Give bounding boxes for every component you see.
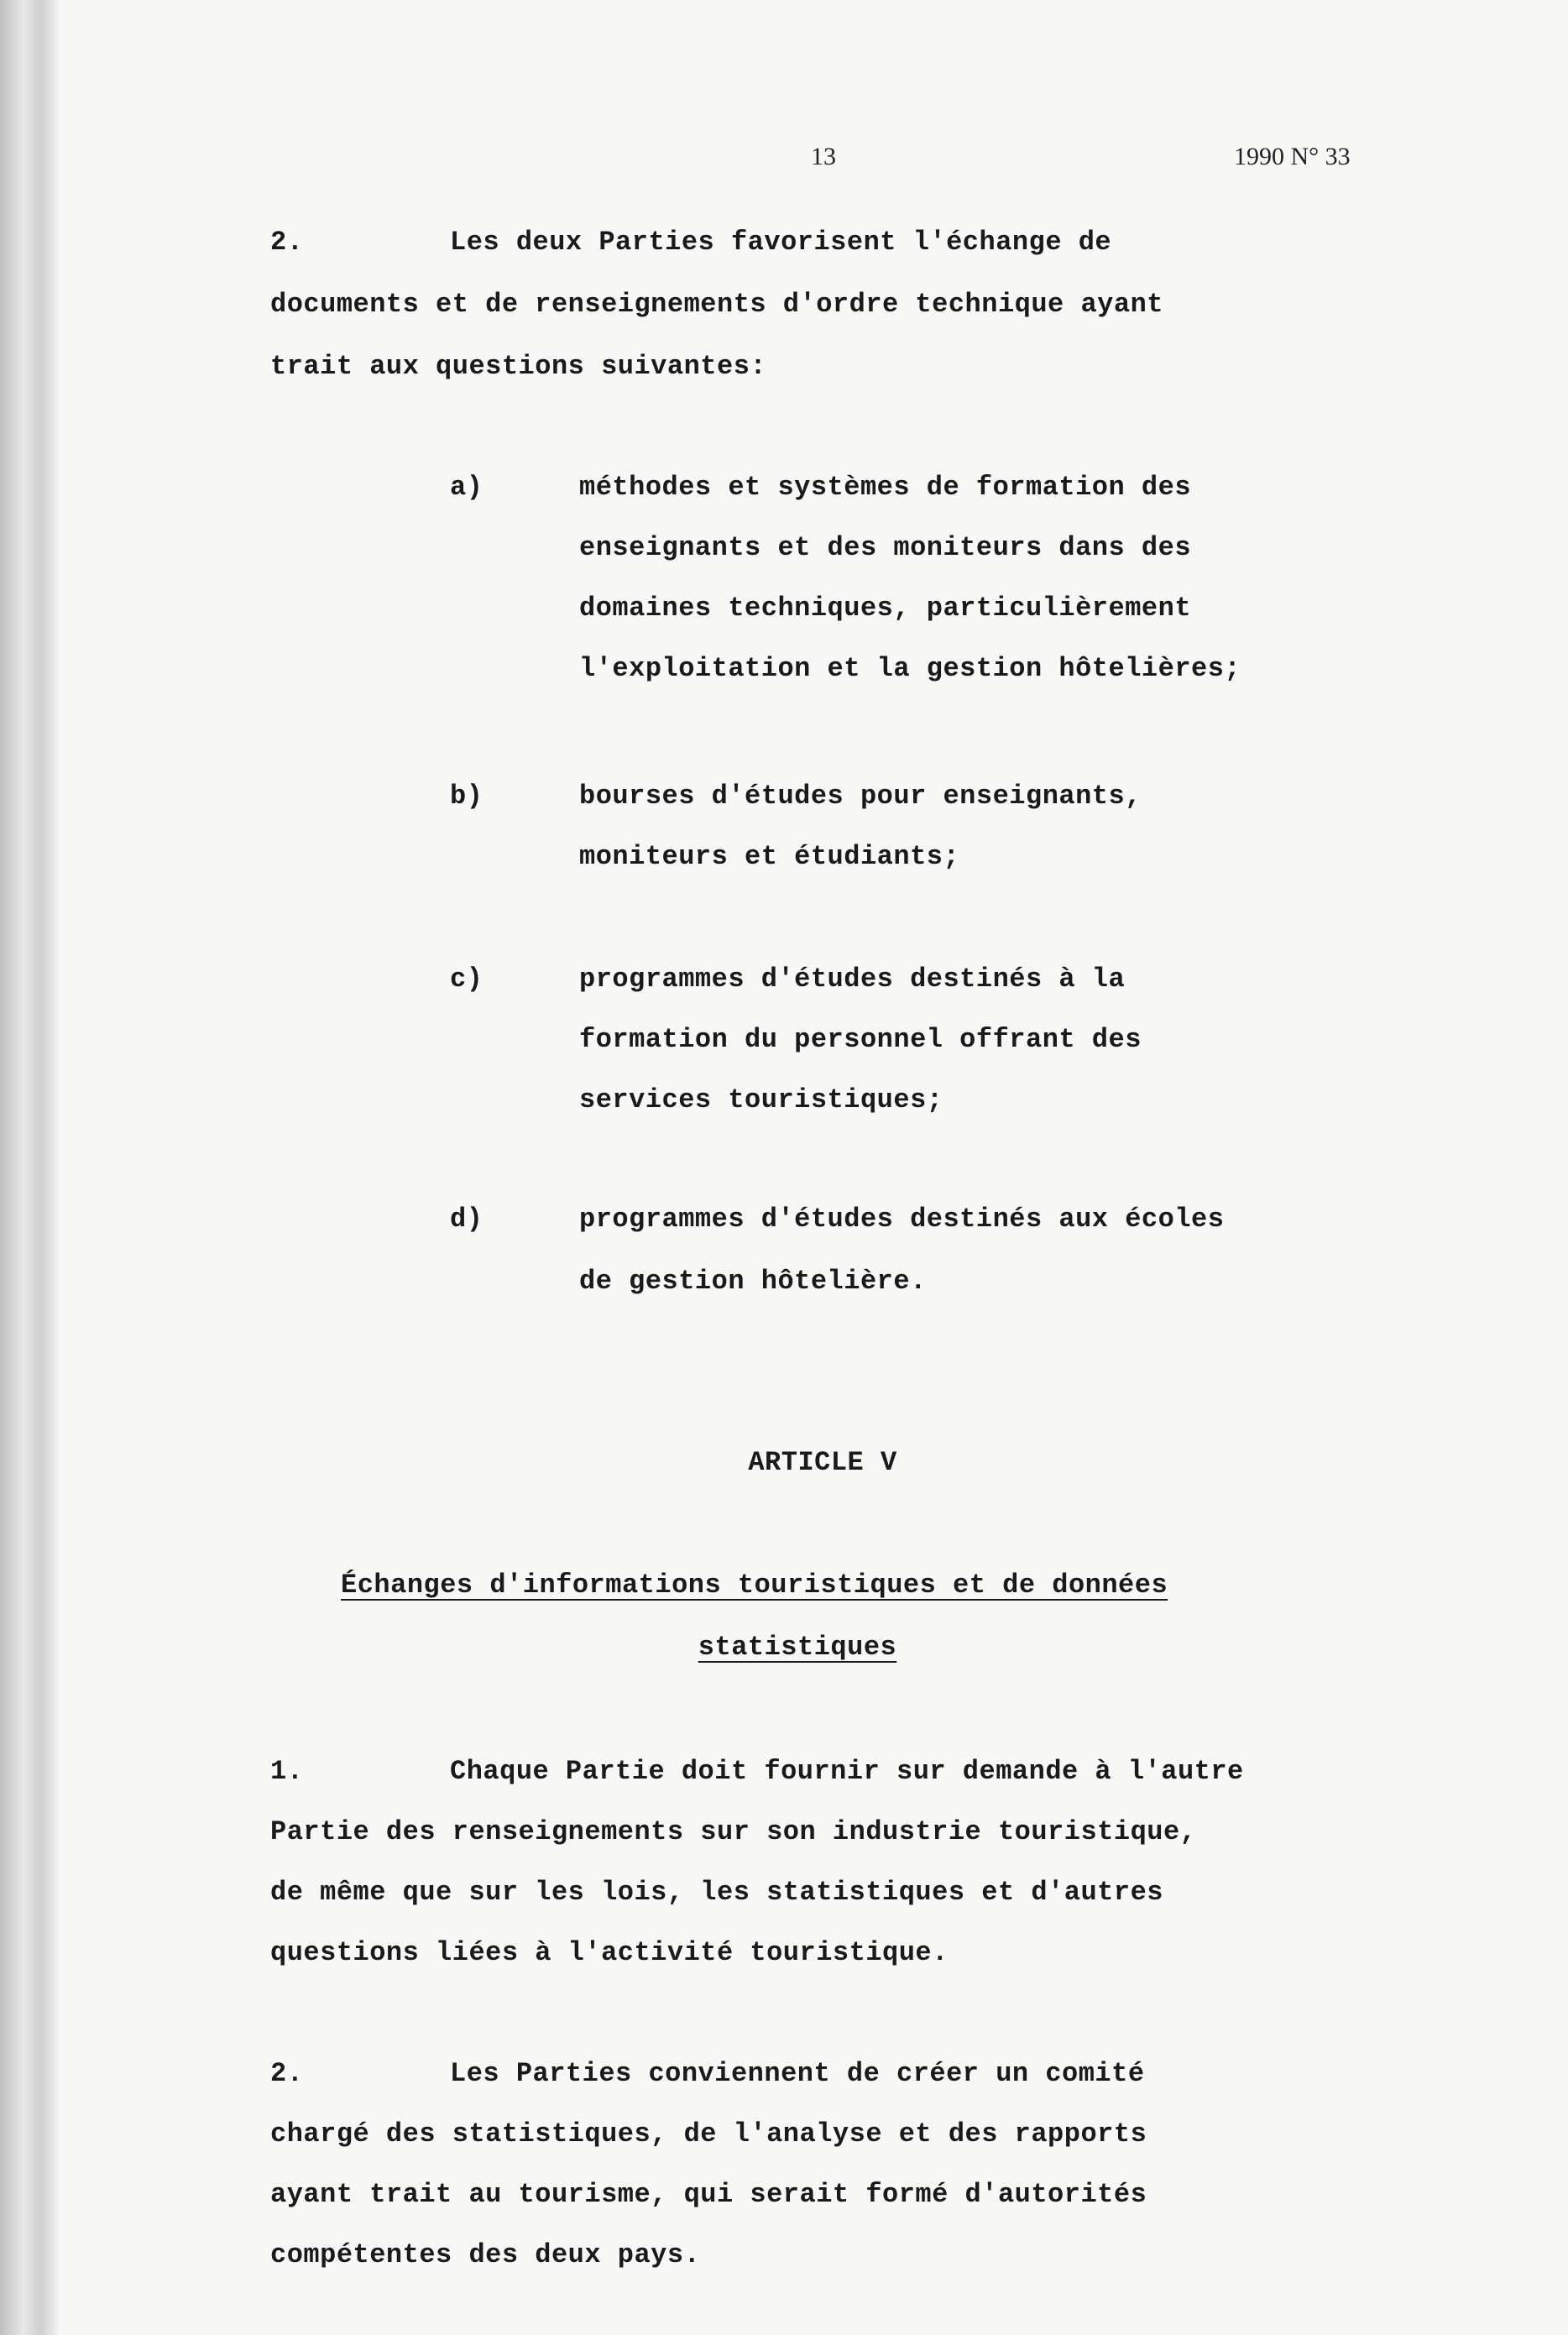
list-item-line: enseignants et des moniteurs dans des	[579, 532, 1192, 563]
paragraph-number: 1.	[270, 1756, 304, 1787]
paragraph-line: compétentes des deux pays.	[270, 2239, 701, 2270]
paragraph-line: chargé des statistiques, de l'analyse et des rapports	[270, 2118, 1147, 2150]
article-heading: ARTICLE V	[748, 1447, 897, 1478]
paragraph-line: Chaque Partie doit fournir sur demande à l'autre	[450, 1756, 1244, 1787]
section-line: Les deux Parties favorisent l'échange de	[450, 227, 1112, 258]
document-reference: 1990 N° 33	[1234, 143, 1351, 170]
list-item-line: programmes d'études destinés à la	[579, 964, 1126, 995]
list-item-line: programmes d'études destinés aux écoles	[579, 1204, 1225, 1235]
section-line: documents et de renseignements d'ordre technique ayant	[270, 289, 1163, 320]
list-marker: c)	[450, 964, 483, 995]
article-title-line2: statistiques	[698, 1632, 897, 1663]
paragraph-line: Partie des renseignements sur son industrie touristique,	[270, 1816, 1197, 1847]
paragraph-line: questions liées à l'activité touristique.	[270, 1937, 949, 1968]
list-item-line: l'exploitation et la gestion hôtelières;	[579, 653, 1241, 684]
list-item-line: de gestion hôtelière.	[579, 1266, 927, 1297]
section-number: 2.	[270, 227, 304, 258]
list-item-line: formation du personnel offrant des	[579, 1024, 1142, 1055]
paragraph-number: 2.	[270, 2058, 304, 2089]
article-title-line1: Échanges d'informations touristiques et de données	[341, 1570, 1168, 1601]
paragraph-line: Les Parties conviennent de créer un comité	[450, 2058, 1145, 2089]
list-item-line: services touristiques;	[579, 1084, 943, 1115]
paragraph-line: ayant trait au tourisme, qui serait formé d'autorités	[270, 2179, 1147, 2210]
list-item-line: domaines techniques, particulièrement	[579, 593, 1192, 624]
list-marker: b)	[450, 781, 483, 812]
section-line: trait aux questions suivantes:	[270, 351, 767, 382]
paragraph-line: de même que sur les lois, les statistiques et d'autres	[270, 1877, 1163, 1908]
page-number: 13	[811, 143, 836, 170]
list-item-line: bourses d'études pour enseignants,	[579, 781, 1142, 812]
page-binding-edge	[0, 0, 59, 2335]
list-item-line: méthodes et systèmes de formation des	[579, 472, 1192, 503]
list-marker: a)	[450, 472, 483, 503]
list-marker: d)	[450, 1204, 483, 1235]
list-item-line: moniteurs et étudiants;	[579, 841, 960, 872]
